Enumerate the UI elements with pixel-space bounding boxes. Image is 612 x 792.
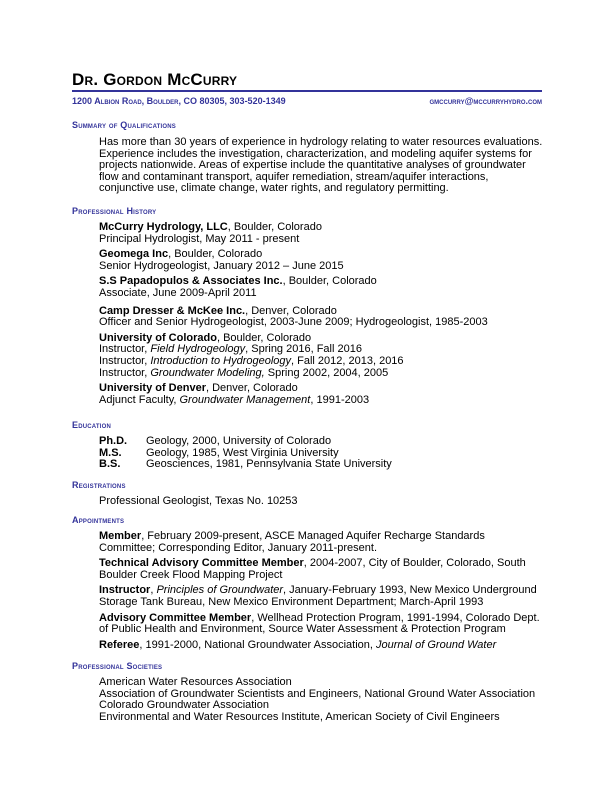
- degree-detail: Geology, 1985, West Virginia University: [146, 446, 339, 459]
- appointment-entry: [99, 613, 544, 636]
- title-divider: [72, 90, 542, 92]
- history-role: [99, 234, 549, 246]
- appointments-heading: Appointments: [72, 515, 125, 525]
- degree-detail: Geosciences, 1981, Pennsylvania State University: [146, 458, 392, 471]
- appointment-title: Referee: [99, 638, 140, 651]
- history-entry: [99, 249, 549, 272]
- appointment-detail-tail: , January-February 1993, New Mexico Underground Storage Tank Bureau, New Mexico Environment Department; March-April 1993: [99, 584, 537, 608]
- appointment-detail: , Wellhead Protection Program, 1991-1994, Colorado Dept. of Public Health and Environment, Source Water Assessment & Protection Program: [99, 611, 540, 636]
- history-location: , Boulder, Colorado: [216, 331, 312, 344]
- address: 1200 Albion Road, Boulder, CO 80305, 303-520-1349: [72, 96, 286, 106]
- role-text: Adjunct Faculty,: [99, 393, 180, 406]
- history-role: [99, 317, 549, 329]
- history-org: Geomega Inc: [99, 248, 169, 261]
- appointment-italic: Principles of Groundwater: [156, 584, 284, 597]
- role-text-tail: , 1991-2003: [310, 393, 370, 406]
- history-org: S.S Papadopulos & Associates Inc.: [99, 275, 283, 288]
- role-text-tail: , Fall 2012, 2013, 2016: [291, 354, 404, 367]
- history-heading: Professional History: [72, 206, 157, 216]
- society-item: Colorado Groundwater Association: [99, 699, 269, 712]
- degree-detail: Geology, 2000, University of Colorado: [146, 435, 332, 447]
- degree-row: [99, 436, 549, 448]
- society-item: American Water Resources Association: [99, 676, 292, 688]
- education-list: [99, 436, 549, 471]
- course-title: Field Hydrogeology: [150, 343, 246, 356]
- email: gmccurry@mccurryhydro.com: [429, 96, 542, 106]
- appointment-detail: , February 2009-present, ASCE Managed Aquifer Recharge Standards Committee; Corresponding Editor, January 2011-present.: [99, 530, 485, 554]
- registrations-text: Professional Geologist, Texas No. 10253: [99, 495, 298, 507]
- appointment-detail: , 1991-2000, National Groundwater Association,: [139, 638, 377, 651]
- society-item: Association of Groundwater Scientists and Engineers, National Ground Water Association: [99, 687, 536, 700]
- role-text: Instructor,: [99, 354, 151, 367]
- degree-name: B.S.: [99, 458, 121, 471]
- contact-line: [72, 96, 542, 106]
- role-text: Instructor,: [99, 343, 151, 356]
- history-location: , Denver, Colorado: [205, 382, 298, 395]
- appointment-detail: , 2004-2007, City of Boulder, Colorado, South Boulder Creek Flood Mapping Project: [99, 557, 526, 581]
- appointment-title: Instructor: [99, 584, 151, 597]
- history-entry: [99, 276, 549, 299]
- appointment-detail: ,: [150, 584, 157, 597]
- role-text-tail: Spring 2002, 2004, 2005: [264, 366, 389, 379]
- summary-text: Has more than 30 years of experience in hydrology relating to water resources evaluations. Experience includes the investigation, characterization, and modeling aquifer systems for projects nationwide. Areas of expertise include the quantitative analyses of groundwater flow and contaminant transport, aquifer remediation, stream/aquifer interactions, conjunctive use, climate change, water rights, and regulatory permitting.: [99, 136, 543, 195]
- history-role: [99, 288, 549, 300]
- history-entry: [99, 333, 549, 379]
- societies-list: [99, 677, 549, 723]
- history-entry: [99, 306, 549, 329]
- history-org: McCurry Hydrology, LLC: [99, 221, 228, 233]
- history-org: University of Denver: [99, 382, 206, 395]
- appointment-entry: [99, 640, 544, 652]
- history-role: [99, 395, 549, 407]
- history-role: [99, 261, 549, 273]
- education-heading: Education: [72, 420, 112, 430]
- page-title: Dr. Gordon McCurry: [72, 70, 238, 89]
- appointment-entry: [99, 531, 544, 554]
- appointment-title: Advisory Committee Member: [99, 611, 252, 624]
- appointment-entry: [99, 558, 544, 581]
- history-org: University of Colorado: [99, 331, 217, 344]
- role-text: Principal Hydrologist, May 2011 - present: [99, 232, 300, 245]
- appointment-entry: [99, 585, 544, 608]
- appointments-list: [99, 531, 544, 655]
- history-list: [99, 222, 549, 410]
- history-location: , Boulder, Colorado: [168, 248, 263, 261]
- appointment-title: Technical Advisory Committee Member: [99, 557, 304, 570]
- appointment-title: Member: [99, 530, 142, 542]
- history-entry: [99, 383, 549, 406]
- history-org: Camp Dresser & McKee Inc.: [99, 304, 246, 317]
- role-text: Officer and Senior Hydrogeologist, 2003-June 2009; Hydrogeologist, 1985-2003: [99, 316, 488, 329]
- degree-row: [99, 459, 549, 471]
- societies-heading: Professional Societies: [72, 661, 163, 671]
- role-text: Instructor,: [99, 366, 151, 379]
- course-title: Groundwater Modeling,: [150, 366, 265, 379]
- role-text-tail: , Spring 2016, Fall 2016: [245, 343, 362, 356]
- role-text: Associate, June 2009-April 2011: [99, 286, 257, 299]
- course-title: Introduction to Hydrogeology: [150, 354, 292, 367]
- history-role: [99, 368, 549, 380]
- history-location: , Denver, Colorado: [245, 304, 337, 317]
- appointment-italic: Journal of Ground Water: [376, 638, 497, 651]
- course-title: Groundwater Management: [179, 393, 311, 406]
- society-item: Environmental and Water Resources Institute, American Society of Civil Engineers: [99, 710, 500, 723]
- degree-name: Ph.D.: [99, 435, 128, 447]
- history-entry: [99, 222, 549, 245]
- degree-name: M.S.: [99, 446, 122, 459]
- summary-heading: Summary of Qualifications: [72, 120, 176, 130]
- history-location: , Boulder, Colorado: [282, 275, 377, 288]
- role-text: Senior Hydrogeologist, January 2012 – June 2015: [99, 259, 344, 272]
- registrations-heading: Registrations: [72, 480, 126, 490]
- history-location: , Boulder, Colorado: [227, 221, 322, 233]
